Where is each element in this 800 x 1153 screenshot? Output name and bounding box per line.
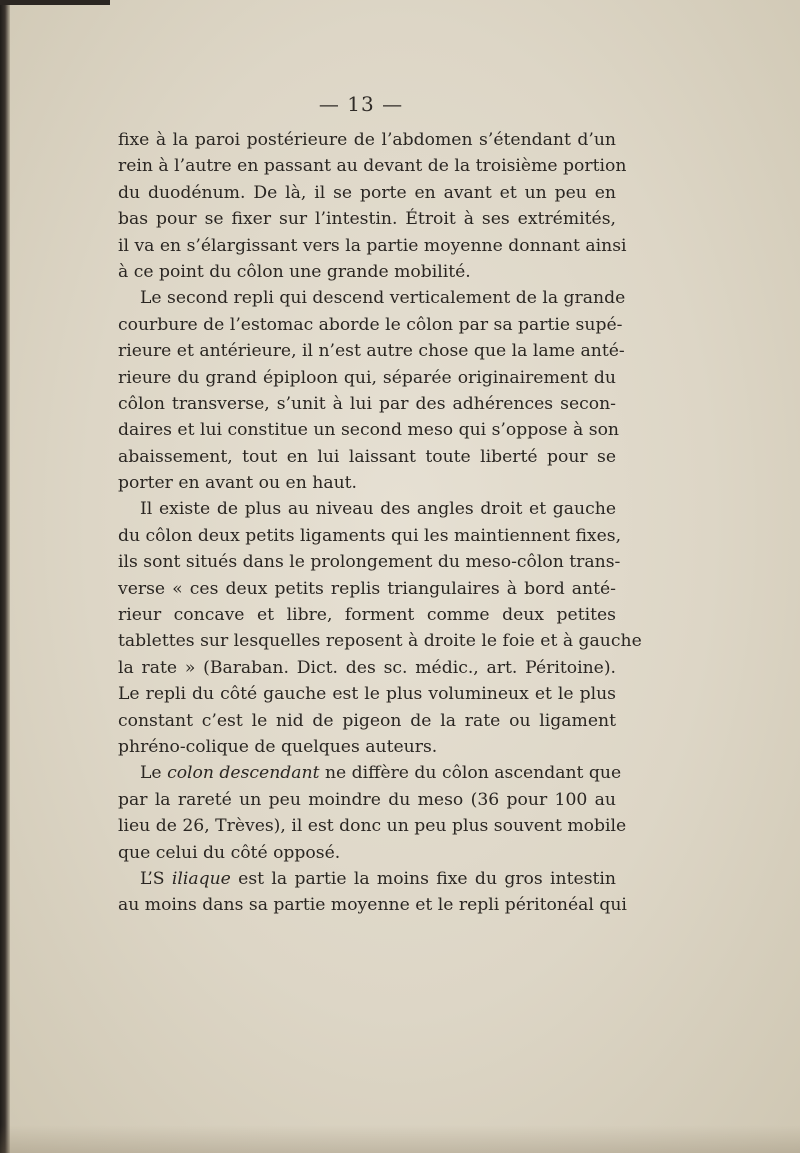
paragraph-start-line bbox=[118, 866, 616, 892]
text-line: verse « ces deux petits replis triangulaires à bord anté- bbox=[118, 578, 616, 599]
text-fragment: est la partie la moins fixe du gros intestin bbox=[230, 868, 616, 889]
text-line: que celui du côté opposé. bbox=[118, 842, 341, 863]
text-line: Le repli du côté gauche est le plus volumineux et le plus bbox=[118, 684, 616, 705]
text-line: du duodénum. De là, il se porte en avant et un peu en bbox=[118, 182, 616, 203]
text-line: la rate » (Baraban. Dict. des sc. médic., art. Péritoine). bbox=[118, 657, 616, 678]
text-line: phréno-colique de quelques auteurs. bbox=[118, 736, 438, 757]
text-line: par la rareté un peu moindre du meso (36 pour 100 au bbox=[118, 789, 616, 810]
text-line: courbure de l’estomac aborde le côlon par sa partie supé- bbox=[118, 314, 623, 335]
text-line: du côlon deux petits ligaments qui les maintiennent fixes, bbox=[118, 525, 622, 546]
text-line: bas pour se fixer sur l’intestin. Étroit à ses extrémités, bbox=[118, 209, 616, 230]
text-line: porter en avant ou en haut. bbox=[118, 473, 358, 494]
text-fragment: ne diffère du côlon ascendant que bbox=[319, 763, 622, 784]
italic-term: iliaque bbox=[171, 868, 231, 889]
text-line: rieure du grand épiploon qui, séparée originairement du bbox=[118, 367, 616, 388]
page-number: — 13 — bbox=[318, 92, 404, 116]
text-line: constant c’est le nid de pigeon de la rate ou ligament bbox=[118, 710, 616, 731]
text-line: daires et lui constitue un second meso qui s’oppose à son bbox=[118, 420, 619, 441]
text-line: abaissement, tout en lui laissant toute liberté pour se bbox=[118, 446, 616, 467]
page-binding-edge bbox=[0, 0, 10, 1153]
text-line: côlon transverse, s’unit à lui par des adhérences secon- bbox=[118, 393, 616, 414]
text-line: à ce point du côlon une grande mobilité. bbox=[118, 261, 471, 282]
body-text bbox=[118, 127, 642, 919]
text-fragment: L’S bbox=[140, 868, 172, 889]
text-fragment: Le bbox=[140, 763, 168, 784]
text-line: rein à l’autre en passant au devant de la troisième portion bbox=[118, 156, 627, 177]
text-line: lieu de 26, Trèves), il est donc un peu plus souvent mobile bbox=[118, 816, 627, 837]
text-line: tablettes sur lesquelles reposent à droite le foie et à gauche bbox=[118, 631, 642, 652]
text-line: fixe à la paroi postérieure de l’abdomen s’étendant d’un bbox=[118, 130, 616, 150]
text-line: au moins dans sa partie moyenne et le repli péritonéal qui bbox=[118, 895, 627, 916]
page-bottom-shadow bbox=[0, 1125, 800, 1153]
paragraph-start-line: Le second repli qui descend verticalement de la grande bbox=[140, 288, 626, 309]
paragraph-start-line bbox=[118, 760, 622, 786]
text-line: rieur concave et libre, forment comme deux petites bbox=[118, 605, 616, 626]
text-line: rieure et antérieure, il n’est autre chose que la lame anté- bbox=[118, 341, 625, 362]
paragraph-start-line: Il existe de plus au niveau des angles droit et gauche bbox=[140, 499, 616, 520]
text-line: il va en s’élargissant vers la partie moyenne donnant ainsi bbox=[118, 235, 627, 256]
text-line: ils sont situés dans le prolongement du meso-côlon trans- bbox=[118, 552, 621, 573]
italic-term: colon descendant bbox=[167, 763, 320, 784]
page-top-edge bbox=[0, 0, 110, 5]
